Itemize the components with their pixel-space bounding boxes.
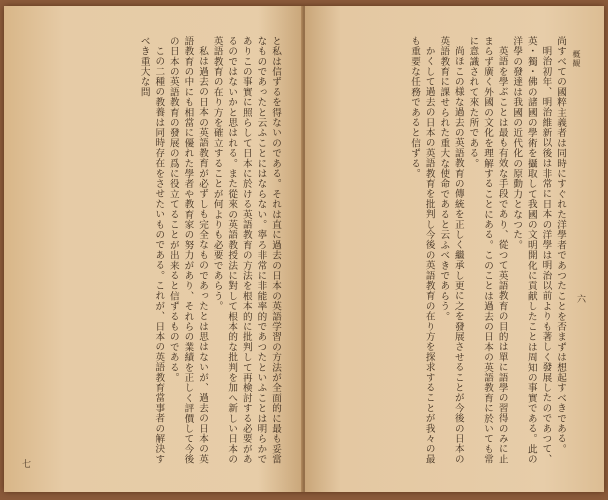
- open-book: [4, 6, 604, 492]
- paragraph: 私は過去の日本の英語教育が必ずしも完全なものであったとは思はないが、過去の日本の英語教育の中にも相當に優れた學者や教育家の努力があり、それらの業績を正しく評價して今後の日本の英語教育の發展の爲に役立てることが出来ると信ずるものである。: [167, 36, 209, 465]
- paragraph: この二種の教養は同時存在をさせたいものである。これが、日本の英語教育當事者の解決すべき重大な問: [138, 36, 165, 464]
- left-page: [4, 6, 303, 492]
- right-page-number: 六: [576, 295, 586, 305]
- paragraph: 英語を學ぶことは最も有效な手段であり、從つて英語教育の目的は單に語學の習得のみに止まらず廣く外國の文化を理解することにある。このことは過去の日本の英語教育に於いても常に意識されて來た所である。: [467, 36, 508, 465]
- right-page: [305, 6, 604, 492]
- paragraph: 明治初年、明治維新以後は非常に日本の洋學は明治以前よりも著しく發展したのであつて、英・獨・佛の諸國の學術を攝取して我國の文明開化に貢献したことは周知の事實である。此の洋學の發達は我國の近代化の原動力となつた。: [511, 36, 552, 465]
- paragraph: かくして過去の日本の英語教育を批判し今後の英語教育の在り方を探求することが我々の最も重要な任務であると信ずる。: [409, 36, 435, 464]
- right-page-text: [319, 36, 567, 468]
- running-heading: 概観: [572, 50, 581, 68]
- paragraph: 尚すべての國粹主義者は同時にすぐれた洋學者であつたことを否まずは想起すべきである。: [555, 36, 566, 455]
- paragraph: 尚ほこの様な過去の英語教育の傳統を正しく繼承し更に之を發展させることが今後の日本の英語教育に課せられた重大な使命であると云ふべきであらう。: [438, 36, 464, 464]
- left-page-number: 七: [22, 460, 32, 470]
- left-page-text: [30, 36, 282, 468]
- paragraph: と私は信ずるを得ないのである。それは直に過去の日本の英語学習の方法が全面的に最も妥當なものであったと云ふことにはならない。寧ろ非常に非能率的であつたといふことは明らかでありこの事實に照らして日本に於ける英語教育の方法を根本的に批判して再検討する必要があるのではないかと思はれる。また從來の英語教授法に對して根本的な批判を加へ新しい日本の英語教育の在り方を確立することが何よりも必要であらう。: [211, 36, 281, 465]
